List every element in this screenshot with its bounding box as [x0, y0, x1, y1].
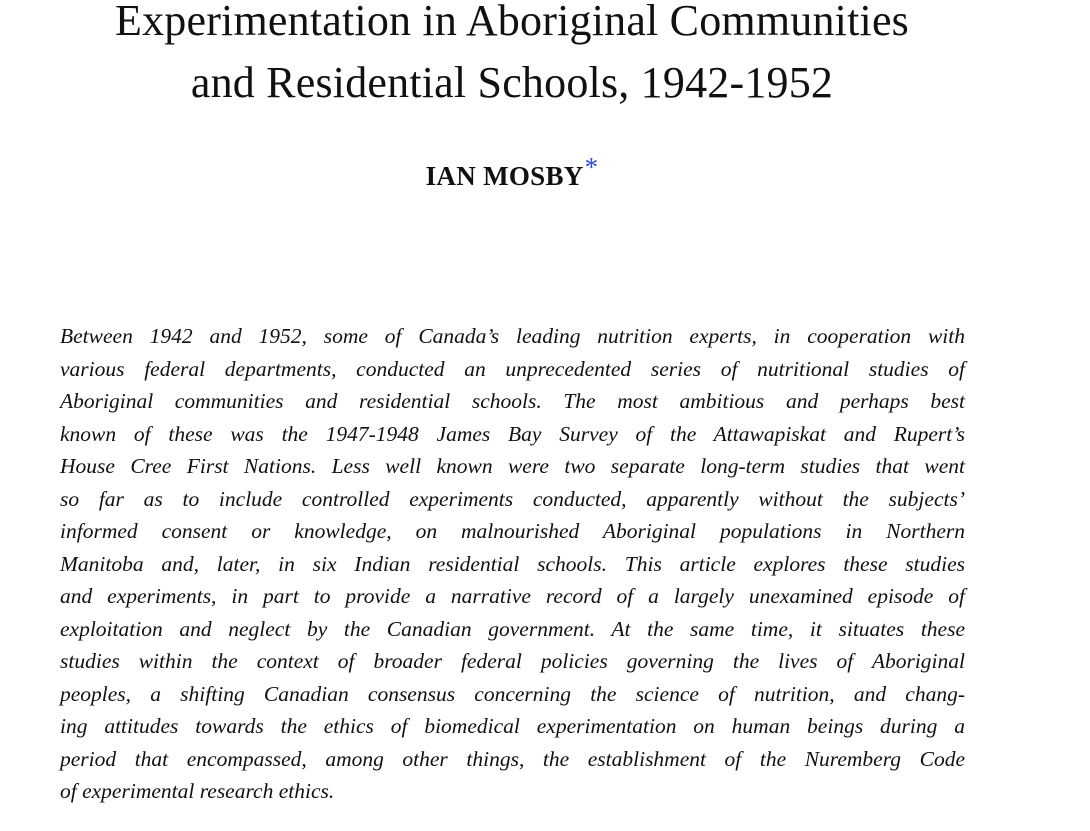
abstract-line: peoples, a shifting Canadian consensus concerning the science of nutrition, and chang-: [60, 681, 965, 706]
abstract-line: Aboriginal communities and residential schools. The most ambitious and perhaps best: [60, 389, 965, 413]
abstract-line: and experiments, in part to provide a narrative record of a largely unexamined episode of: [60, 584, 965, 608]
abstract-line: of experimental research ethics.: [60, 779, 335, 803]
article-title: [0, 0, 1024, 114]
abstract-line: period that encompassed, among other things, the establishment of the Nuremberg Code: [60, 746, 965, 771]
abstract-line: Between 1942 and 1952, some of Canada’s leading nutrition experts, in cooperation with: [60, 324, 965, 348]
author-footnote-link[interactable]: *: [584, 152, 599, 182]
abstract-line: studies within the context of broader federal policies governing the lives of Aboriginal: [60, 649, 965, 673]
author-name: IAN MOSBY: [425, 161, 584, 191]
abstract-line: so far as to include controlled experiments conducted, apparently without the subjects’: [60, 486, 965, 511]
abstract-line: informed consent or knowledge, on malnourished Aboriginal populations in Northern: [60, 519, 965, 543]
abstract: [60, 320, 965, 808]
article-title-line-1: Experimentation in Aboriginal Communities: [115, 0, 909, 45]
abstract-line: House Cree First Nations. Less well known were two separate long-term studies that went: [60, 454, 965, 478]
abstract-line: ing attitudes towards the ethics of biomedical experimentation on human beings during a: [60, 714, 965, 738]
abstract-line: various federal departments, conducted an unprecedented series of nutritional studies of: [60, 356, 965, 381]
abstract-line: Manitoba and, later, in six Indian residential schools. This article explores these studies: [60, 551, 965, 576]
abstract-line: exploitation and neglect by the Canadian government. At the same time, it situates these: [60, 616, 965, 641]
author-byline: [0, 152, 1024, 192]
abstract-line: known of these was the 1947-1948 James Bay Survey of the Attawapiskat and Rupert’s: [60, 421, 965, 446]
article-title-line-2: and Residential Schools, 1942-1952: [190, 58, 834, 107]
